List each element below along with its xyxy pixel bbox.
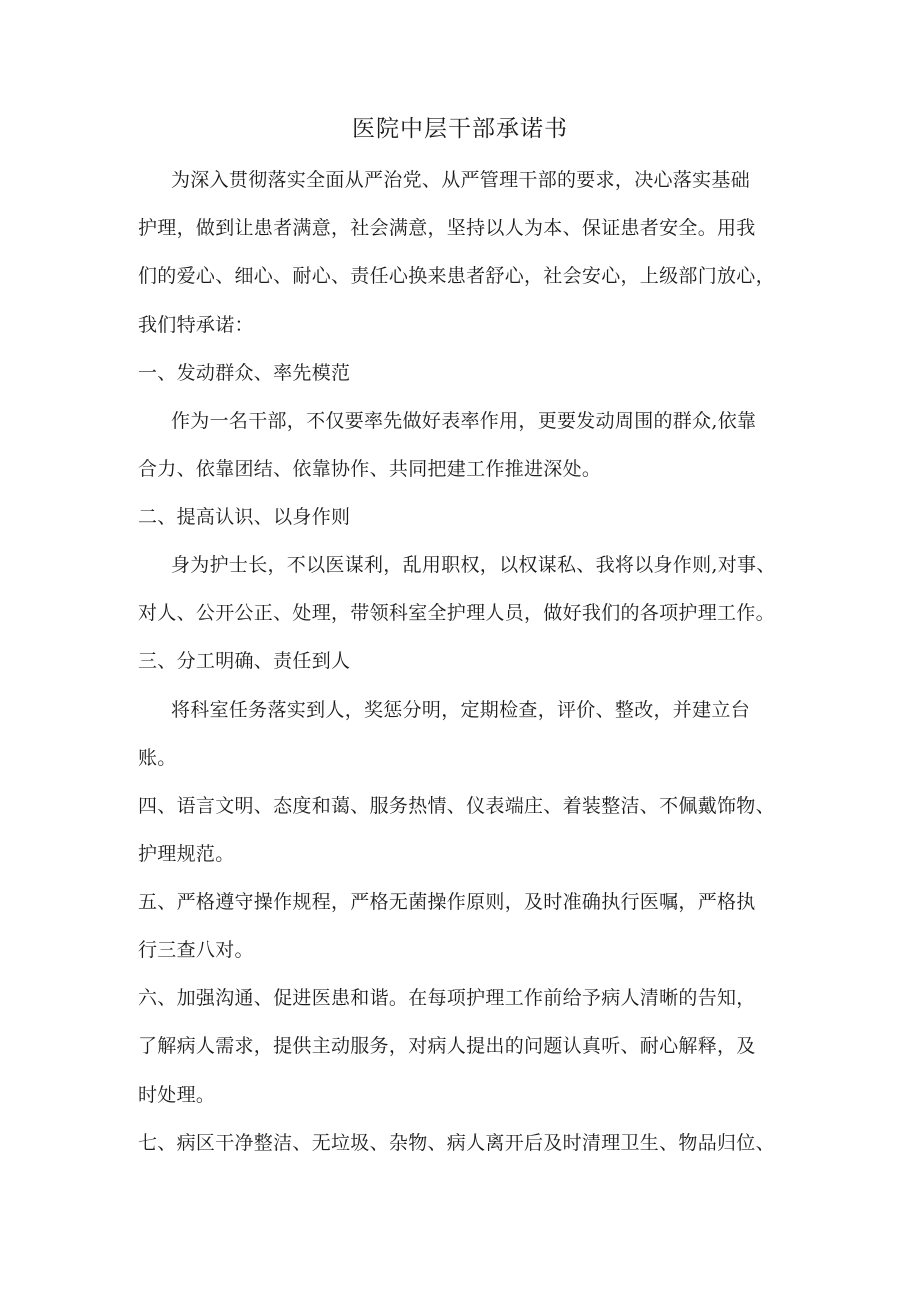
document-title: 医院中层干部承诺书 xyxy=(352,116,568,142)
item-5-line-2: 行三查八对。 xyxy=(138,939,254,961)
item-3-body-line-1: 将科室任务落实到人，奖惩分明，定期检查，评价、整改，并建立台 xyxy=(171,699,751,721)
item-2-heading: 二、提高认识、以身作则 xyxy=(138,506,351,528)
item-2-body-line-2: 对人、公开公正、处理，带领科室全护理人员，做好我们的各项护理工作。 xyxy=(138,602,775,624)
item-1-heading: 一、发动群众、率先模范 xyxy=(138,362,351,384)
item-1-body-line-1: 作为一名干部，不仅要率先做好表率作用，更要发动周围的群众,依靠 xyxy=(171,410,757,432)
item-3-body-line-2: 账。 xyxy=(138,747,177,769)
item-6-line-1: 六、加强沟通、促进医患和谐。在每项护理工作前给予病人清晰的告知， xyxy=(138,987,756,1009)
item-4-line-2: 护理规范。 xyxy=(138,843,235,865)
item-7-line-1: 七、病区干净整洁、无垃圾、杂物、病人离开后及时清理卫生、物品归位、 xyxy=(138,1132,775,1154)
item-4-line-1: 四、语言文明、态度和蔼、服务热情、仪表端庄、着装整洁、不佩戴饰物、 xyxy=(138,795,775,817)
intro-line-2: 护理，做到让患者满意，社会满意，坚持以人为本、保证患者安全。用我 xyxy=(138,217,756,239)
intro-line-3: 们的爱心、细心、耐心、责任心换来患者舒心，社会安心，上级部门放心， xyxy=(138,265,775,287)
item-6-line-3: 时处理。 xyxy=(138,1084,216,1106)
item-2-body-line-1: 身为护士长，不以医谋利，乱用职权，以权谋私、我将以身作则,对事、 xyxy=(171,554,776,576)
item-1-body-line-2: 合力、依靠团结、依靠协作、共同把建工作推进深处。 xyxy=(138,458,602,480)
intro-line-1: 为深入贯彻落实全面从严治党、从严管理干部的要求，决心落实基础 xyxy=(171,169,751,191)
item-5-line-1: 五、严格遵守操作规程，严格无菌操作原则，及时准确执行医嘱，严格执 xyxy=(138,891,756,913)
item-3-heading: 三、分工明确、责任到人 xyxy=(138,650,351,672)
intro-line-4: 我们特承诺： xyxy=(138,314,254,336)
item-6-line-2: 了解病人需求，提供主动服务，对病人提出的问题认真听、耐心解释，及 xyxy=(138,1035,756,1057)
